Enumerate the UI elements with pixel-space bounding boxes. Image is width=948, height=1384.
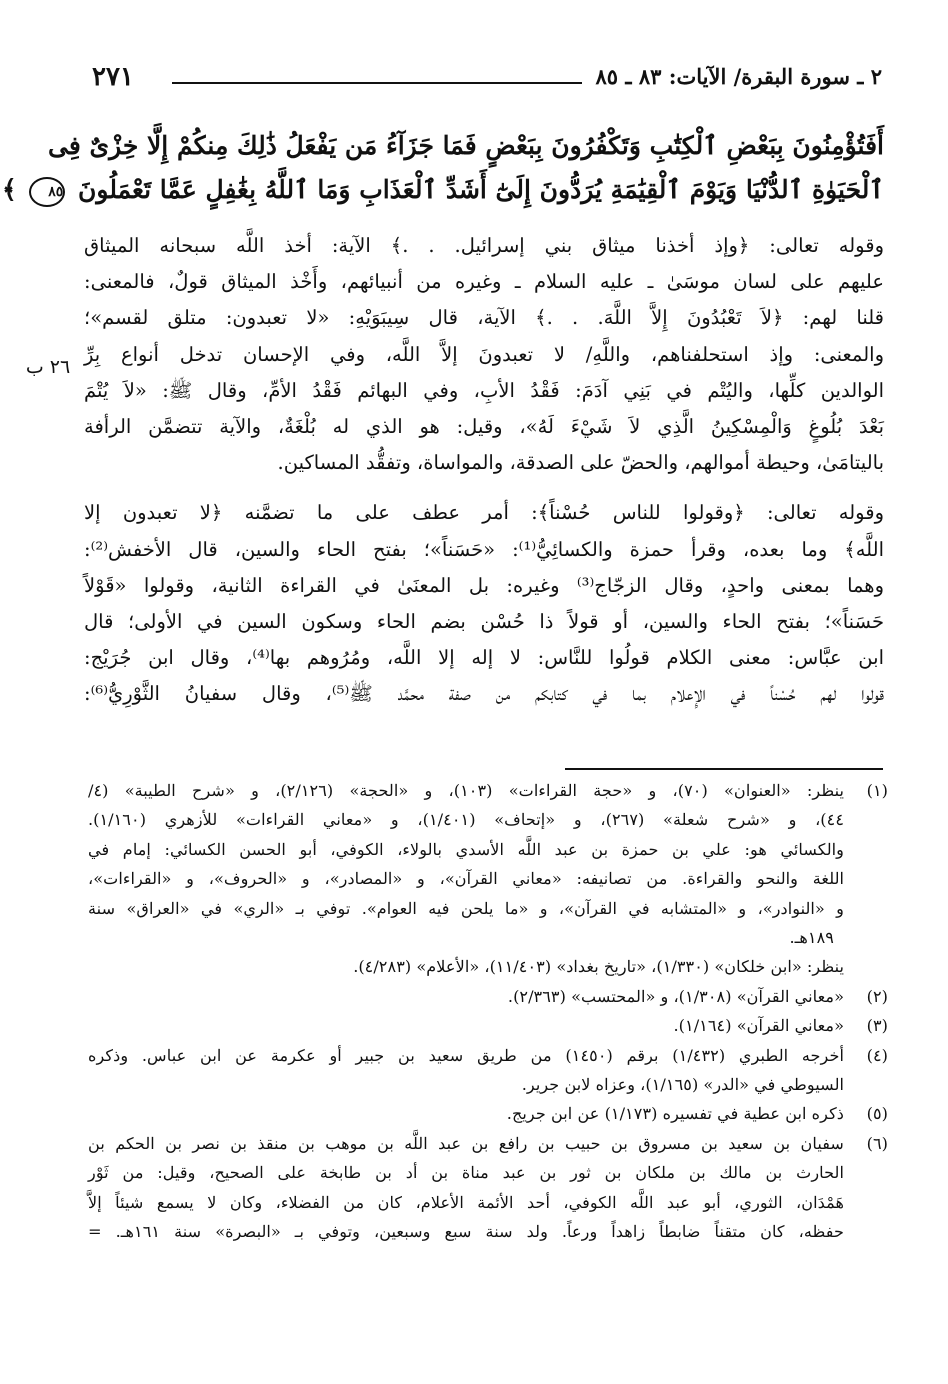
footnote-line: ١٨٩هـ. [789,928,834,948]
page-number: ٢٧١ [92,62,134,92]
footnote-number: (٦) [866,1133,888,1153]
footnotes [88,776,888,1247]
text-line: عليهم على لسان موسَىٰ ـ عليه السلام ـ وغيره من أنبيائهم، وأَخْذ الميثاق قولٌ، فالمعنى: [84,270,884,294]
ayah-number-mark: ٨٥ [29,177,65,207]
footnote-body [88,982,844,1011]
footnote-body [88,1099,844,1128]
footnote-item [88,982,888,1011]
text-line: وقوله تعالى: ﴿وقولوا للناس حُسْناً﴾: أمر عطف على ما تضمَّنه ﴿لا تعبدون إلا [84,501,884,525]
footnote-line: أخرجه الطبري (١/٤٣٢) برقم (١٤٥٠) من طريق سعيد بن جبير أو عكرمة عن ابن عباس. وذكره [88,1045,844,1065]
footnote-separator [565,768,883,770]
commentary-text [84,228,884,713]
footnote-line: «معاني القرآن» (١/٣٠٨)، و «المحتسب» (٢/٣٦٣). [507,986,844,1006]
footnote-line: «معاني القرآن» (١/١٦٤). [673,1016,844,1036]
text-line: وقوله تعالى: ﴿وإذ أخذنا ميثاق بني إسرائيل. . .﴾ الآية: أخذ اللَّه سبحانه الميثاق [84,234,884,257]
running-title: ٢ ـ سورة البقرة/ الآيات: ٨٣ ـ ٨٥ [595,64,882,89]
footnote-line: هَمْدَان، الثوري، أبو عبد اللَّه الكوفي، أحد الأئمة الأعلام، كان من الفضلاء، وكان لا يسمع شيئاً إلاَّ [88,1192,844,1212]
quran-line: أَفَتُؤْمِنُونَ بِبَعْضِ ٱلْكِتَٰبِ وَتَكْفُرُونَ بِبَعْضٍ فَمَا جَزَآءُ مَن يَفْعَلُ ذَٰلِكَ مِنكُمْ إِلَّا خِزْىٌ فِى [48,131,884,160]
quran-verse [1,124,884,212]
text-line: ابن عبَّاس: معنى الكلام قولُوا للنَّاس: لا إله إلا اللَّه، ومُرُوهم بها⁽⁴⁾، وقال ابن جُرَيْج: [84,646,884,670]
quran-line-text: ٱلْحَيَوٰةِ ٱلدُّنْيَا وَيَوْمَ ٱلْقِيَٰمَةِ يُرَدُّونَ إِلَىٰٓ أَشَدِّ ٱلْعَذَابِ وَمَا ٱللَّهُ بِغَٰفِلٍ عَمَّا تَعْمَلُونَ [78,175,884,204]
text-line: قلنا لهم: ﴿لاَ تَعْبُدُونَ إِلاَّ اللَّهَ. . .﴾ الآية، قال سِيبَوَيْهِ: «لا تعبدون: متلق لقسم»؛ [84,306,884,330]
text-line: اللَّه﴾ وما بعده، وقرأ حمزة والكسائِيُّ⁽¹⁾: «حَسَناً»؛ بفتح الحاء والسين، قال الأخفش⁽²⁾: [84,537,884,561]
footnote-line: ينظر: «العنوان» (٧٠)، و «حجة القراءات» (١٠٣)، و «الحجة» (٢/١٢٦)، و «شرح الطيبة» (٤/ [88,781,844,800]
footnote-item [88,1129,888,1247]
footnote-line: الحارث بن مالك بن ملكان بن ثور بن عبد مناة بن أد بن طابخة على الصحيح، وقيل: من ثَوْر [88,1163,844,1183]
footnote-number: (٣) [866,1016,888,1036]
footnote-body [88,1041,844,1100]
footnote-line: سفيان بن سعيد بن مسروق بن حبيب بن رافع بن عبد اللَّه بن موهب بن منقذ بن نصر بن الحكم بن [88,1133,844,1153]
closing-bracket: ﴾ [1,175,17,204]
footnote-item [88,1099,888,1128]
footnote-number: (١) [866,781,888,800]
footnote-number: (٤) [866,1045,888,1065]
text-line: الوالدين كلِّها، واليُتْم في بَنِي آدَمَ: فَقْدُ الأبِ، وفي البهائم فَقْدُ الأمِّ، وقال ﷺ: «لاَ يُتْمَ [84,378,884,402]
footnote-body [88,1011,844,1040]
footnote-item [88,776,888,982]
paragraph-gap [84,481,884,495]
text-line: وهما بمعنى واحدٍ، وقال الزجّاج⁽³⁾ وغيره: بل المعنَىٰ في القراءة الثانية، وقولوا «قَوْلاً [84,573,884,597]
footnote-line: ينظر: «ابن خلكان» (١/٣٣٠)، «تاريخ بغداد» (١١/٤٠٣)، «الأعلام» (٤/٢٨٣). [353,957,844,977]
margin-folio-note: ٢٦ ب [25,356,71,378]
footnote-line: ذكره ابن عطية في تفسيره (١/١٧٣) عن ابن جريج. [506,1104,844,1124]
footnote-line: حفظه، كان متقناً ضابطاً زاهداً ورعاً. ولد سنة سبع وسبعين، وتوفي بـ «البصرة» سنة ١٦١هـ. = [88,1222,844,1242]
text-line: والمعنى: وإذ استحلفناهم، واللَّهِ/ لا تعبدونَ إلاَّ اللَّه، وفي الإحسان تدخل أنواع بِرِّ [84,342,884,366]
footnote-line: ٤٤)، و «شرح شعلة» (٢٦٧)، و «إتحاف» (١/٤٠١)، و «معاني القراءات» للأزهري (١/١٦٠). [88,810,845,830]
header-rule [172,82,582,84]
text-line: حَسَناً»؛ بفتح الحاء والسين، أو قولاً ذا حُسْن بضم الحاء وسكون السين في الأولى؛ قال [84,610,884,634]
footnote-item [88,1041,888,1100]
quran-line [1,168,884,212]
footnote-line: السيوطي في «الدر» (١/١٦٥)، وعزاه لابن جرير. [521,1075,844,1095]
footnote-line: اللغة والنحو والقراءة. من تصانيفه: «معاني القرآن»، و «المصادر»، و «الحروف»، و «القراءات»، [88,869,844,889]
text-line: باليتامَىٰ، وحيطة أموالهم، والحضّ على الصدقة، والمواساة، وتفقُّد المساكين. [277,451,884,475]
text-line: قولوا لهم حُسْناً في الإِعلام بما في كتابكم من صفة محمَّد ﷺ⁽⁵⁾، وقال سفيانُ الثَّوْرِيُّ⁽⁶⁾: [84,682,884,706]
text-line: بَعْدَ بُلُوغٍ وَالْمِسْكِينُ الَّذِي لاَ شَيْءَ لَهُ»، وقيل: هو الذي له بُلْغَةٌ، والآية تتضمَّن الرأفة [84,415,884,439]
footnote-number: (٥) [866,1104,888,1124]
footnote-body [88,776,844,982]
footnote-number: (٢) [866,986,888,1006]
page-header [92,62,882,102]
footnote-line: والكسائي هو: علي بن حمزة بن عبد اللَّه الأسدي بالولاء، الكوفي، أبو الحسن الكسائي: إمام في [88,839,844,859]
footnote-line: و «النوادر»، و «المتشابه في القرآن»، و «ما يلحن فيه العوام». توفي بـ «الري» في «العراق» سنة [88,898,844,918]
footnote-item [88,1011,888,1040]
footnote-body [88,1129,844,1247]
